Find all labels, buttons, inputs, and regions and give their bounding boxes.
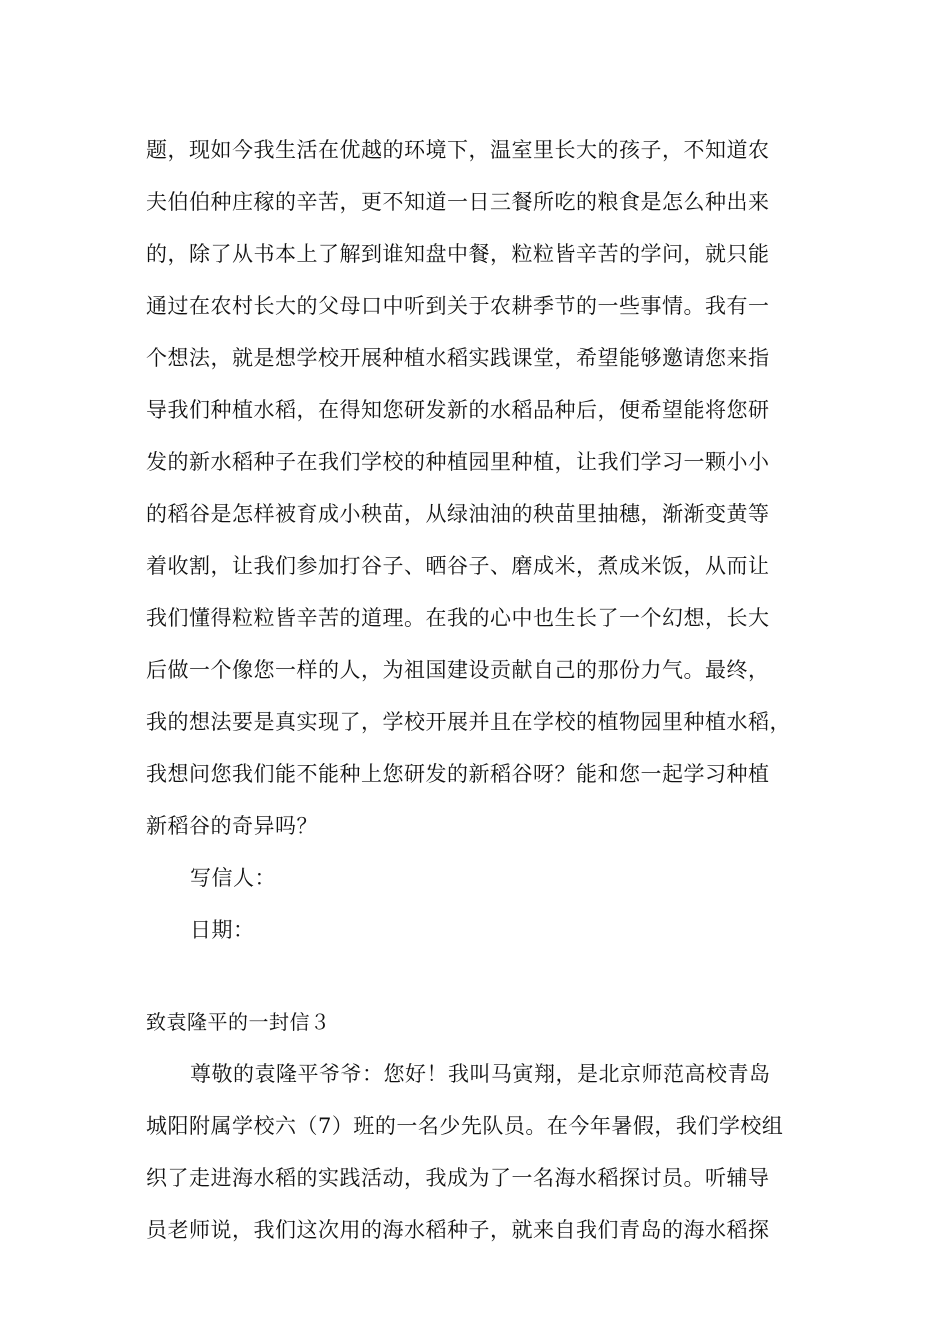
paragraph-line: 的稻谷是怎样被育成小秧苗，从绿油油的秧苗里抽穗，渐渐变黄等 xyxy=(146,502,770,526)
date-label: 日期： xyxy=(190,918,255,942)
paragraph-line: 着收割，让我们参加打谷子、晒谷子、磨成米，煮成米饭，从而让 xyxy=(146,554,770,578)
writer-label: 写信人： xyxy=(190,866,276,890)
paragraph-line: 我想问您我们能不能种上您研发的新稻谷呀？能和您一起学习种植 xyxy=(146,762,770,786)
paragraph-line: 夫伯伯种庄稼的辛苦，更不知道一日三餐所吃的粮食是怎么种出来 xyxy=(146,190,770,214)
paragraph-line: 尊敬的袁隆平爷爷：您好！我叫马寅翔，是北京师范高校青岛 xyxy=(190,1062,771,1086)
paragraph-line: 我们懂得粒粒皆辛苦的道理。在我的心中也生长了一个幻想，长大 xyxy=(146,606,770,630)
paragraph-line: 发的新水稻种子在我们学校的种植园里种植，让我们学习一颗小小 xyxy=(146,450,770,474)
paragraph-line: 员老师说，我们这次用的海水稻种子，就来自我们青岛的海水稻探 xyxy=(146,1218,770,1242)
paragraph-line: 后做一个像您一样的人，为祖国建设贡献自己的那份力气。最终， xyxy=(146,658,770,682)
paragraph-line: 通过在农村长大的父母口中听到关于农耕季节的一些事情。我有一 xyxy=(146,294,770,318)
paragraph-line: 我的想法要是真实现了，学校开展并且在学校的植物园里种植水稻， xyxy=(146,710,791,734)
paragraph-line: 导我们种植水稻，在得知您研发新的水稻品种后，便希望能将您研 xyxy=(146,398,770,422)
paragraph-line: 个想法，就是想学校开展种植水稻实践课堂，希望能够邀请您来指 xyxy=(146,346,770,370)
paragraph-line: 织了走进海水稻的实践活动，我成为了一名海水稻探讨员。听辅导 xyxy=(146,1166,770,1190)
paragraph-line: 城阳附属学校六（7）班的一名少先队员。在今年暑假，我们学校组 xyxy=(146,1114,784,1138)
letter-title: 致袁隆平的一封信３ xyxy=(146,1010,331,1034)
paragraph-line: 题，现如今我生活在优越的环境下，温室里长大的孩子，不知道农 xyxy=(146,138,770,162)
paragraph-line: 的，除了从书本上了解到谁知盘中餐，粒粒皆辛苦的学问，就只能 xyxy=(146,242,770,266)
paragraph-line: 新稻谷的奇异吗？ xyxy=(146,814,318,838)
